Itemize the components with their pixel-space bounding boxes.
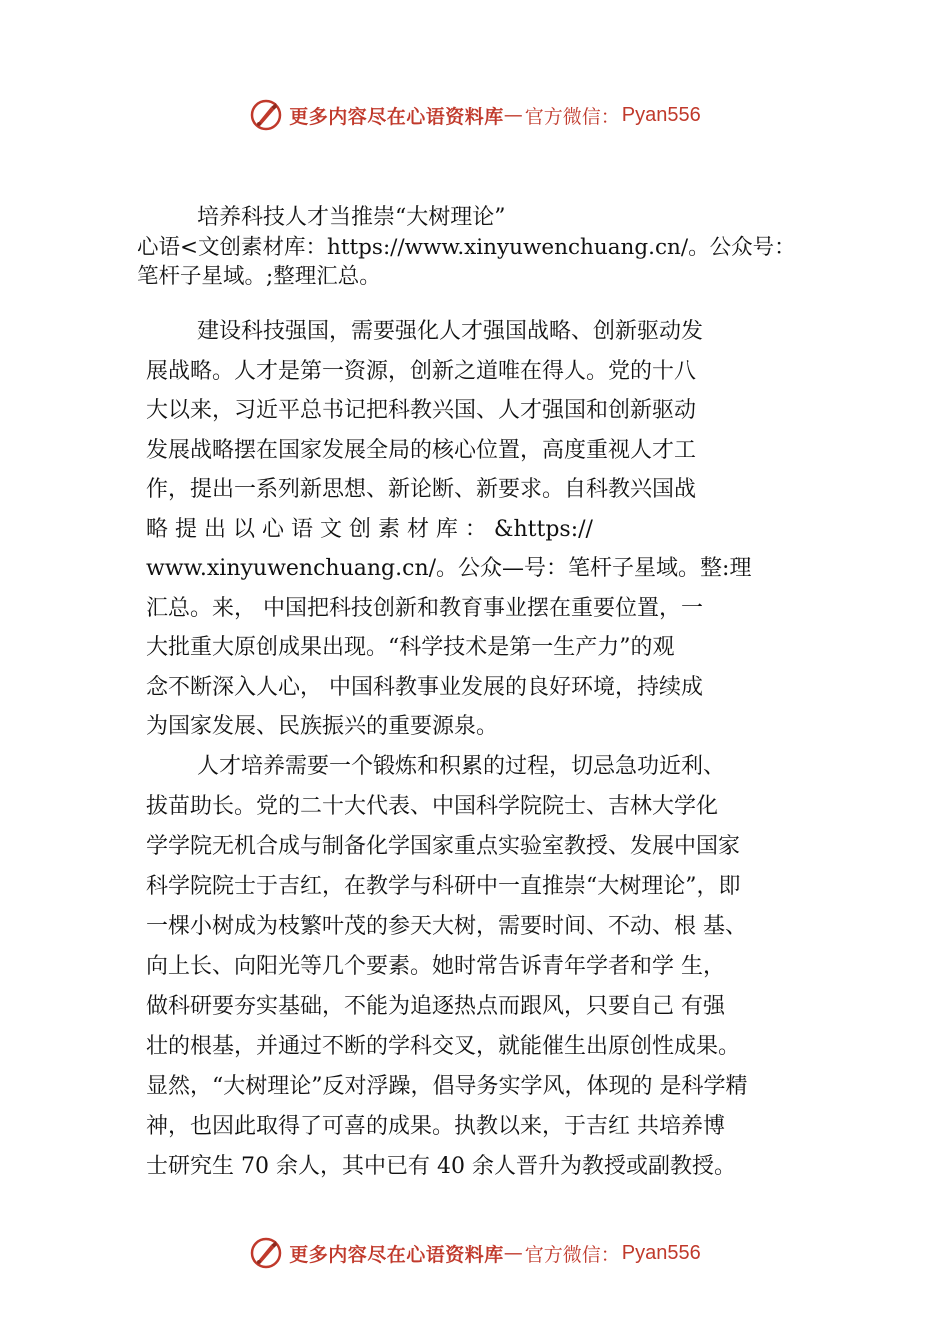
body-line: 略 提 出 以 心 语 文 创 素 材 库 ： &https://: [146, 517, 593, 542]
body-line: www.xinyuwenchuang.cn/。公众—号：笔杆子星域。整:理: [146, 556, 752, 581]
body-line: 大批重大原创成果出现。“科学技术是第一生产力”的观: [146, 635, 675, 660]
body-line: 建设科技强国，需要强化人才强国战略、创新驱动发: [197, 319, 704, 344]
banner-wechat-label: 官方微信：: [524, 1243, 620, 1266]
body-line: 科学院院士于吉红，在教学与科研中一直推崇“大树理论”，即: [146, 874, 741, 899]
banner-brand-text: 更多内容尽在心语资料库: [289, 1243, 504, 1266]
body-line: 显然，“大树理论”反对浮躁，倡导务实学风，体现的 是科学精: [146, 1074, 748, 1099]
body-line: 学学院无机合成与制备化学国家重点实验室教授、发展中国家: [146, 834, 741, 859]
body-line: 大以来，习近平总书记把科教兴国、人才强国和创新驱动: [146, 398, 697, 423]
source-line: 心语<文创素材库：https://www.xinyuwenchuang.cn/。公众号：: [137, 235, 796, 260]
banner-brand-text: 更多内容尽在心语资料库: [289, 105, 504, 128]
body-line: 汇总。来， 中国把科技创新和教育事业摆在重要位置，一: [146, 596, 703, 621]
footer-banner: [0, 1231, 950, 1275]
banner-separator: —: [503, 1242, 523, 1264]
document-title: 培养科技人才当推崇“大树理论”: [197, 205, 506, 230]
body-line: 拔苗助长。党的二十大代表、中国科学院院士、吉林大学化: [146, 794, 719, 819]
header-banner: [0, 93, 950, 137]
body-line: 向上长、向阳光等几个要素。她时常告诉青年学者和学 生，: [146, 954, 725, 979]
body-line: 一棵小树成为枝繁叶茂的参天大树，需要时间、不动、根 基、: [146, 914, 747, 939]
quill-logo-icon: [249, 1236, 283, 1270]
body-line: 念不断深入人心， 中国科教事业发展的良好环境，持续成: [146, 675, 703, 700]
body-line: 神，也因此取得了可喜的成果。执教以来，于吉红 共培养博: [146, 1114, 725, 1139]
banner-wechat-label: 官方微信：: [524, 105, 620, 128]
quill-logo-icon: [249, 98, 283, 132]
body-line: 做科研要夯实基础，不能为追逐热点而跟风，只要自己 有强: [146, 994, 725, 1019]
body-line: 为国家发展、民族振兴的重要源泉。: [146, 714, 499, 739]
body-line: 展战略。人才是第一资源，创新之道唯在得人。党的十八: [146, 359, 697, 384]
source-line: 笔杆子星域。;整理汇总。: [137, 264, 381, 289]
banner-wechat-id: Pyan556: [621, 1241, 701, 1264]
body-line: 士研究生 70 余人，其中已有 40 余人晋升为教授或副教授。: [146, 1154, 736, 1179]
banner-separator: —: [503, 104, 523, 126]
body-line: 发展战略摆在国家发展全局的核心位置，高度重视人才工: [146, 438, 697, 463]
body-line: 壮的根基，并通过不断的学科交叉，就能催生出原创性成果。: [146, 1034, 741, 1059]
body-line: 人才培养需要一个锻炼和积累的过程，切忌急功近利、: [197, 754, 726, 779]
body-line: 作，提出一系列新思想、新论断、新要求。自科教兴国战: [146, 477, 697, 502]
banner-wechat-id: Pyan556: [621, 103, 701, 126]
